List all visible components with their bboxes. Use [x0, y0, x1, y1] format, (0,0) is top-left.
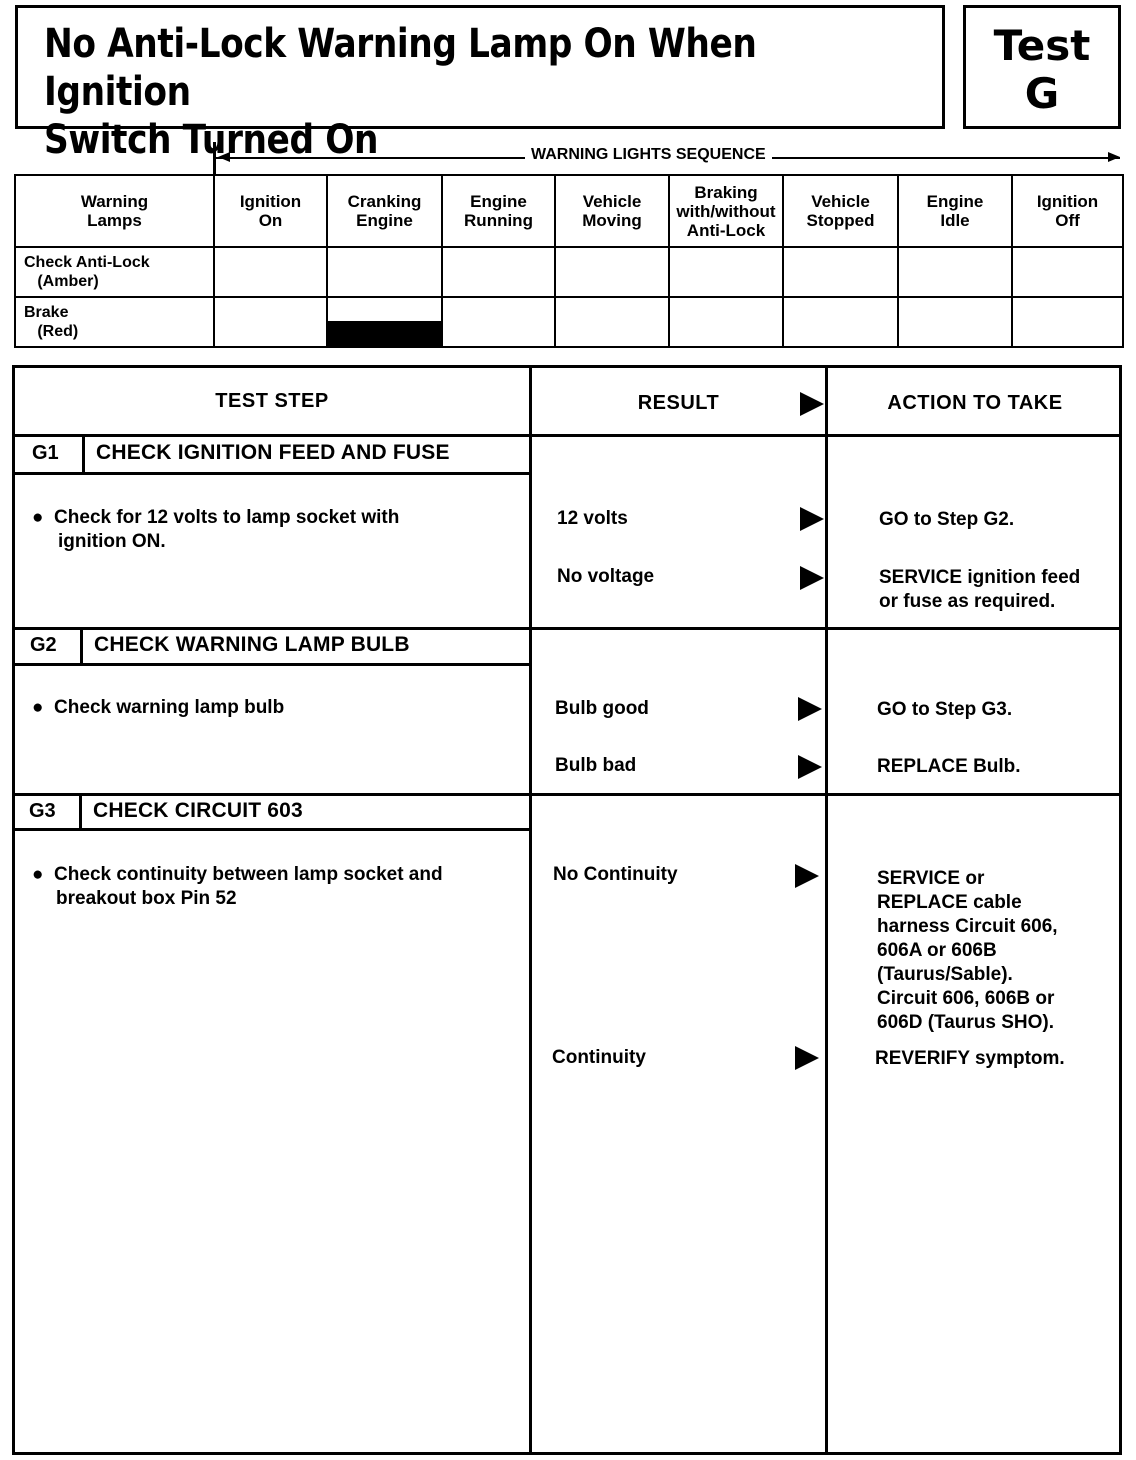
- test-id: [966, 22, 1118, 118]
- col-vehicle-moving: Vehicle Moving: [555, 175, 669, 247]
- g3-bullet: ● Check continuity between lamp socket and breakout box Pin 52: [32, 864, 443, 909]
- col-engine-running: Engine Running: [442, 175, 555, 247]
- g1-action-1: GO to Step G2.: [879, 509, 1015, 530]
- step-title-g3: CHECK CIRCUIT 603: [93, 799, 303, 822]
- lamp-cell: [898, 247, 1012, 297]
- title-line-2: Switch Turned On: [44, 117, 379, 163]
- step-id-g2: G2: [30, 634, 57, 656]
- g2-g3-divider: [13, 793, 1121, 796]
- g3-result-1: No Continuity: [553, 864, 678, 885]
- lamp-row-brake: [15, 297, 1123, 347]
- arrow-icon: [800, 392, 824, 416]
- test-word: Test: [993, 21, 1091, 70]
- g1-bullet: ● Check for 12 volts to lamp socket with ignition ON.: [32, 507, 400, 552]
- g1-g2-divider: [13, 627, 1121, 630]
- arrow-icon: [798, 755, 822, 779]
- g2-action-1: GO to Step G3.: [877, 699, 1013, 720]
- step-id-g1: G1: [32, 442, 59, 464]
- warning-lamps-table: [14, 174, 1124, 348]
- lamp-cell: [1012, 297, 1123, 347]
- lamp-cell: [1012, 247, 1123, 297]
- step-id-g3: G3: [29, 800, 56, 822]
- lamp-cell: [783, 297, 898, 347]
- g1-id-divider: [82, 436, 85, 473]
- g2-bullet: ● Check warning lamp bulb: [32, 697, 285, 718]
- title-line-1: No Anti-Lock Warning Lamp On When Ignition: [44, 21, 757, 115]
- g1-action-2: SERVICE ignition feed or fuse as required.: [879, 567, 1081, 612]
- test-letter: G: [1024, 69, 1060, 118]
- divider-action: [825, 367, 828, 1454]
- lamp-cell: [214, 297, 327, 347]
- arrow-icon: [798, 697, 822, 721]
- lamp-row-antilock: [15, 247, 1123, 297]
- g3-action-1: SERVICE or REPLACE cable harness Circuit 606, 606A or 606B (Taurus/Sable). Circuit 606, 606B or 606D (Taurus SHO).: [877, 868, 1058, 1033]
- lamp-cell: [898, 297, 1012, 347]
- step-title-g2: CHECK WARNING LAMP BULB: [94, 633, 410, 656]
- arrow-right-icon: [1108, 152, 1120, 162]
- g2-result-2: Bulb bad: [555, 755, 637, 776]
- arrow-icon: [800, 566, 824, 590]
- lamp-cell: [669, 297, 783, 347]
- lamp-cell: [214, 247, 327, 297]
- lamp-cell: [669, 247, 783, 297]
- g3-title-divider: [13, 828, 529, 831]
- col-ignition-on: Ignition On: [214, 175, 327, 247]
- header-action: ACTION TO TAKE: [887, 392, 1063, 414]
- g3-action-2: REVERIFY symptom.: [875, 1048, 1065, 1069]
- lamp-cell: [555, 247, 669, 297]
- lamp-cell: [327, 247, 442, 297]
- page-title: [44, 20, 816, 164]
- g2-id-divider: [80, 629, 83, 664]
- g3-id-divider: [79, 795, 82, 829]
- arrow-icon: [795, 864, 819, 888]
- g2-result-1: Bulb good: [555, 698, 649, 719]
- g3-result-2: Continuity: [552, 1047, 646, 1068]
- lamps-header-row: [15, 175, 1123, 247]
- arrow-icon: [800, 507, 824, 531]
- header-result: RESULT: [637, 392, 720, 414]
- col-braking: Braking with/without Anti-Lock: [669, 175, 783, 247]
- sequence-label: WARNING LIGHTS SEQUENCE: [525, 146, 772, 164]
- g1-result-1: 12 volts: [557, 508, 628, 529]
- step-title-g1: CHECK IGNITION FEED AND FUSE: [96, 441, 450, 464]
- col-cranking-engine: Cranking Engine: [327, 175, 442, 247]
- g2-action-2: REPLACE Bulb.: [877, 756, 1021, 777]
- col-engine-idle: Engine Idle: [898, 175, 1012, 247]
- header-test-step: TEST STEP: [215, 390, 329, 412]
- g1-result-2: No voltage: [557, 566, 655, 587]
- arrow-left-icon: [218, 152, 230, 162]
- g1-title-divider: [13, 472, 531, 475]
- lamp-cell: [442, 297, 555, 347]
- lamp-cell-lit: [327, 297, 442, 347]
- g2-title-divider: [13, 663, 531, 666]
- header-divider: [13, 434, 1121, 437]
- lamp-cell: [442, 247, 555, 297]
- lamp-label-antilock: Check Anti-Lock (Amber): [15, 247, 214, 297]
- lamp-cell: [555, 297, 669, 347]
- test-id-box: [963, 5, 1121, 129]
- col-ignition-off: Ignition Off: [1012, 175, 1123, 247]
- divider-result: [529, 367, 532, 1454]
- col-vehicle-stopped: Vehicle Stopped: [783, 175, 898, 247]
- arrow-icon: [795, 1046, 819, 1070]
- lamps-header-label: Warning Lamps: [15, 175, 214, 247]
- lamp-cell: [783, 247, 898, 297]
- lamp-label-brake: Brake (Red): [15, 297, 214, 347]
